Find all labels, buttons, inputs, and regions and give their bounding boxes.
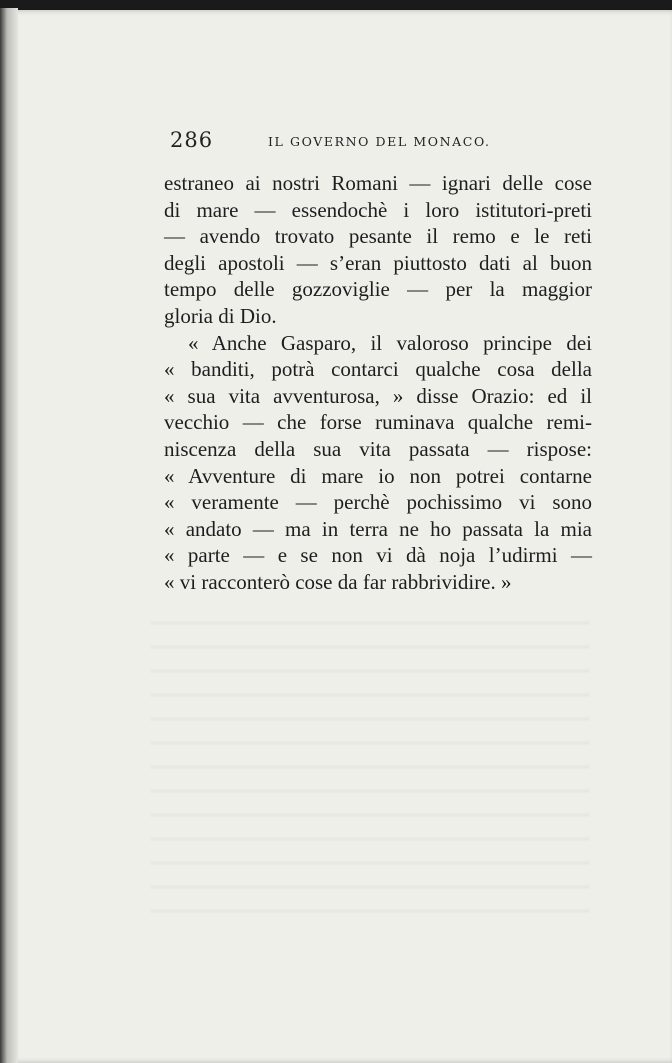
text-line: tempo delle gozzoviglie — per la maggior [164,277,592,302]
text-line: « parte — e se non vi dà noja l’udirmi — [164,543,592,568]
text-line: niscenza della sua vita passata — rispose: [164,436,592,461]
text-line: « sua vita avventurosa, » disse Orazio: ed il [164,383,592,408]
text-line: — avendo trovato pesante il remo e le reti [164,224,592,249]
text-line: « vi racconterò cose da far rabbrividire. » [164,569,512,594]
running-title: IL GOVERNO DEL MONACO. [268,134,491,149]
page-gutter-edge [0,8,18,1063]
text-line: « veramente — perchè pochissimo vi sono [164,490,592,515]
text-line: « andato — ma in terra ne ho passata la mia [164,516,592,541]
text-line: « banditi, potrà contarci qualche cosa della [164,357,592,382]
page-number: 286 [170,128,214,152]
text-line: « Anche Gasparo, il valoroso principe dei [188,330,592,355]
running-head [170,128,600,158]
text-line: vecchio — che forse ruminava qualche remi- [164,410,592,435]
body-text [164,170,592,596]
text-line: gloria di Dio. [164,303,277,328]
show-through-text [150,600,590,920]
text-line: « Avventure di mare io non potrei contarne [164,463,592,488]
text-line: degli apostoli — s’eran piuttosto dati al buon [164,250,592,275]
text-line: di mare — essendochè i loro istitutori-preti [164,197,592,222]
text-line: estraneo ai nostri Romani — ignari delle cose [164,171,592,195]
